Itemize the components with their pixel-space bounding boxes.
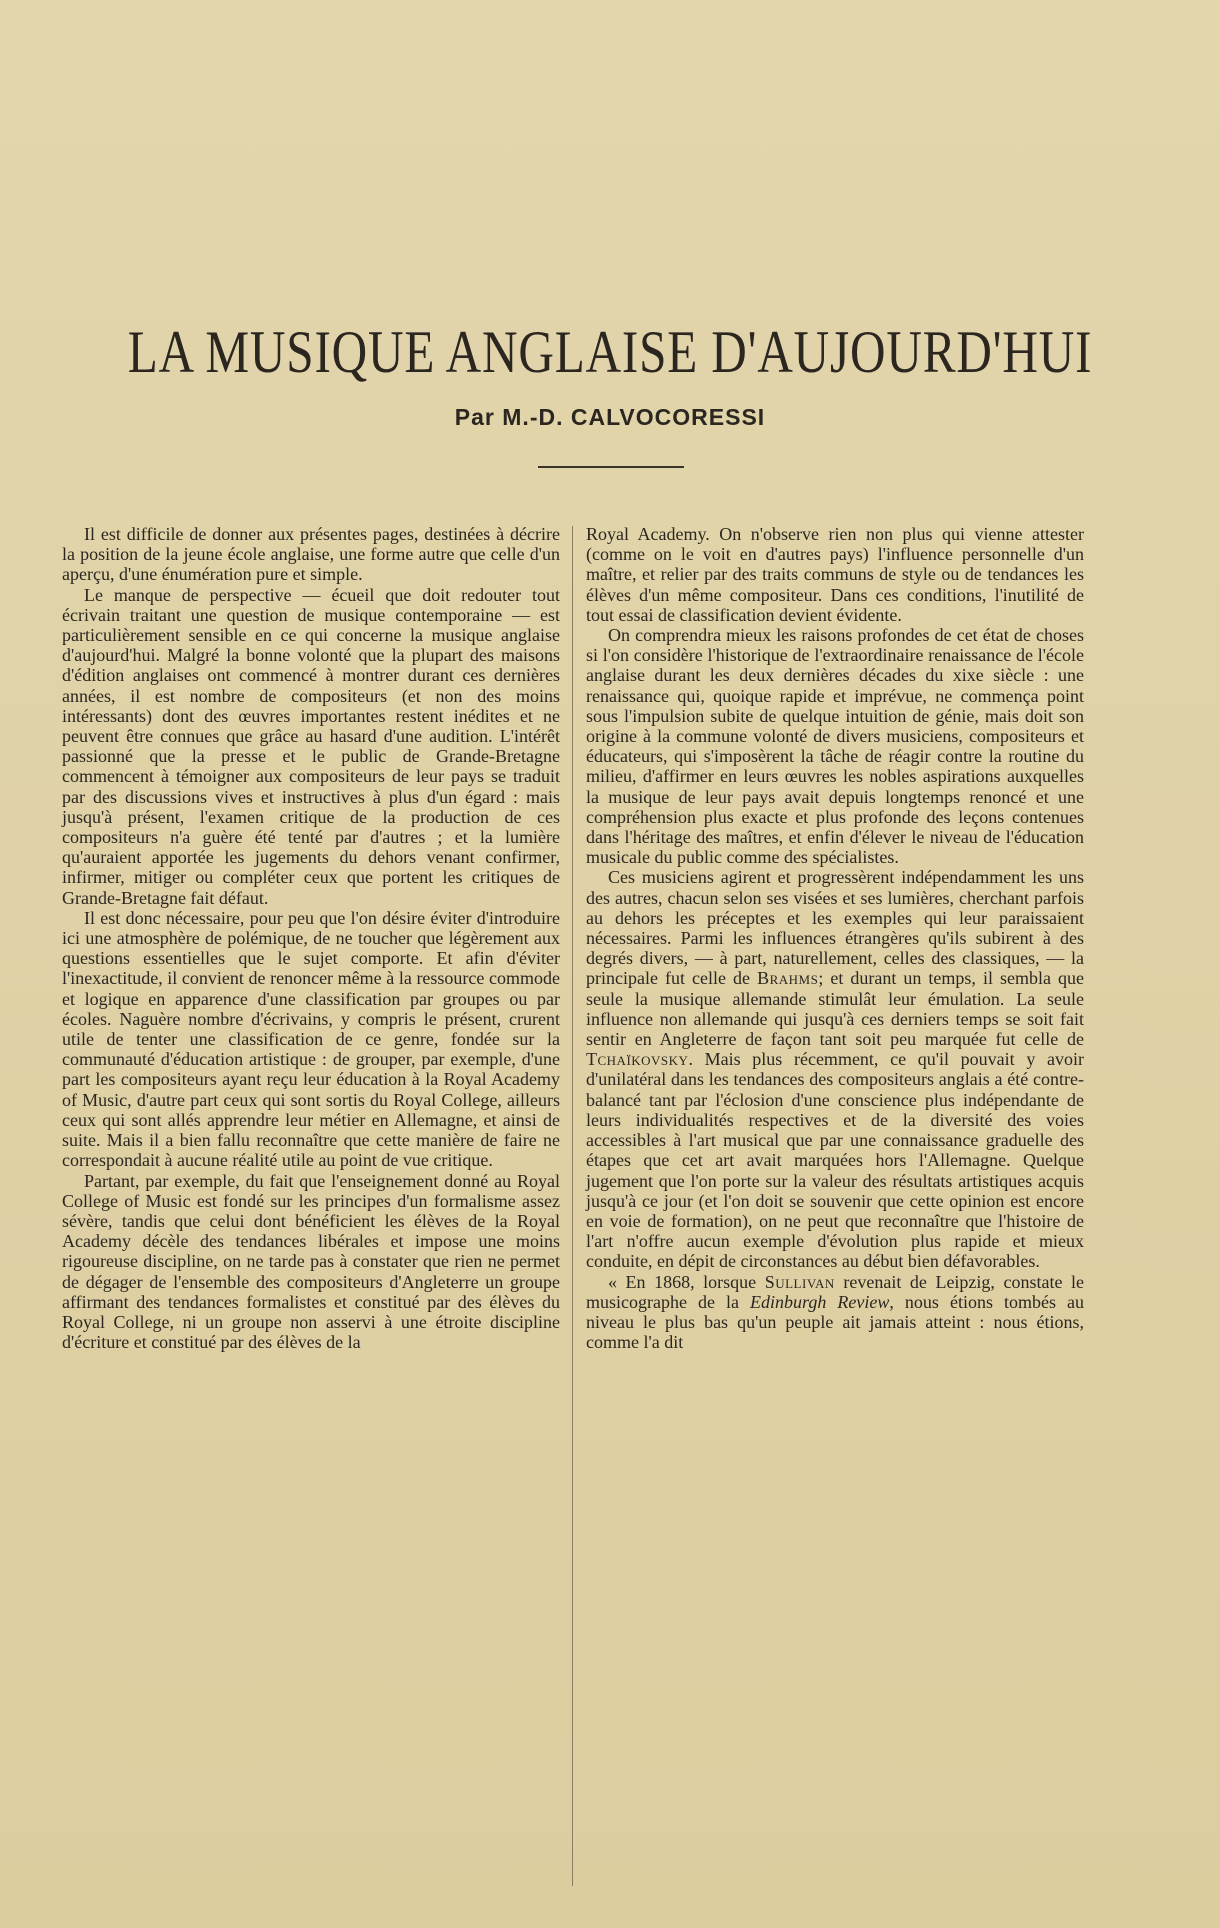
text-run: revenait de Leipzig, constate le musicographe de la [586,1271,1084,1312]
text-run: Ces musiciens agirent et progressèrent indépendamment les uns des autres, chacun selon ses visées et ses lumières, cherchant parfois au dehors les préceptes et les exemples qui leur paraissaient nécessaires. Parmi les influences étrangères qu'ils subirent à des degrés divers, — à part, naturellement, celles des classiques, — la principale fut celle de [586,867,1084,989]
left-column [62,524,560,1352]
paragraph [586,867,1084,1271]
text-run: . Mais plus récemment, ce qu'il pouvait y avoir d'unilatéral dans les tendances des compositeurs anglais a été contre-balancé tant par l'éclosion d'une conscience plus indépendante de leurs individualités respectives et de la diversité des voies accessibles à l'art musical que par une connaissance graduelle des étapes que cet art avait marquées hors l'Allemagne. Quelque jugement que l'on porte sur la valeur des résultats artistiques acquis jusqu'à ce jour (et l'on doit se souvenir que cette opinion est encore en voie de formation), on ne peut que reconnaître que l'histoire de l'art n'offre aucun exemple d'évolution plus rapide et mieux conduite, en dépit de circonstances au début bien défavorables. [586,1049,1084,1272]
paragraph: Il est difficile de donner aux présentes pages, destinées à décrire la position de la jeune école anglaise, une forme autre que celle d'un aperçu, d'une énumération pure et simple. [62,524,560,585]
composer-name: Tchaïkovsky [586,1049,689,1070]
paragraph: Royal Academy. On n'observe rien non plus qui vienne attester (comme on le voit en d'autres pays) l'influence personnelle d'un maître, et relier par des traits communs de style ou de tendances les élèves d'un même compositeur. Dans ces conditions, l'inutilité de tout essai de classification devient évidente. [586,524,1084,625]
article-byline: Par M.-D. CALVOCORESSI [454,404,766,430]
right-column [586,524,1084,1352]
text-run: ; et durant un temps, il sembla que seule la musique allemande stimulât leur émulation. La seule influence non allemande qui jusqu'à ces derniers temps se soit fait sentir en Angleterre de façon tant soit peu marquée fut celle de [586,968,1084,1050]
text-run: , nous étions tombés au niveau le plus bas qu'un peuple ait jamais atteint : nous étions, comme l'a dit [586,1291,1084,1353]
paragraph: Le manque de perspective — écueil que doit redouter tout écrivain traitant une question de musique contemporaine — est particulièrement sensible en ce qui concerne la musique anglaise d'aujourd'hui. Malgré la bonne volonté que la plupart des maisons d'édition anglaises ont commencé à montrer durant ces dernières années, il est nombre de compositeurs (et non des moins intéressants) dont des œuvres importantes restent inédites et ne peuvent être connues que grâce au hasard d'une audition. L'intérêt passionné que la presse et le public de Grande-Bretagne commencent à témoigner aux compositeurs de leur pays se traduit par des discussions vives et instructives à plus d'un égard : mais jusqu'à présent, l'examen critique de la production de ces compositeurs n'a guère été tenté par d'autres ; et la lumière qu'auraient apportée les jugements du dehors venant confirmer, infirmer, mitiger ou compléter ceux que portent les critiques de Grande-Bretagne fait défaut. [62,584,560,908]
composer-name: Sullivan [764,1271,835,1292]
publication-title: Edinburgh Review [750,1291,890,1312]
paragraph: Il est donc nécessaire, pour peu que l'on désire éviter d'introduire ici une atmosphère de polémique, de ne toucher que légèrement aux questions essentielles que le sujet comporte. Et afin d'éviter l'inexactitude, il convient de renoncer même à la ressource commode et logique en apparence d'une classification par groupes ou par écoles. Naguère nombre d'écrivains, y compris le présent, crurent utile de tenter une classification de ce genre, fondée sur la communauté d'éducation artistique : de grouper, par exemple, d'une part les compositeurs ayant reçu leur éducation à la Royal Academy of Music, d'autre part ceux qui sont sortis du Royal College, ailleurs ceux qui sont allés apprendre leur métier en Allemagne, et ainsi de suite. Mais il a bien fallu reconnaître que cette manière de faire ne correspondait à aucune réalité utile au point de vue critique. [62,907,560,1171]
paragraph: On comprendra mieux les raisons profondes de cet état de choses si l'on considère l'historique de l'extraordinaire renaissance de l'école anglaise durant les deux dernières décades du xixe siècle : une renaissance qui, quoique rapide et imprévue, ne commença point sous l'impulsion subite de quelque intuition de génie, mais doit son origine à la commune volonté de divers musiciens, compositeurs et éducateurs, qui s'imposèrent la tâche de réagir contre la routine du milieu, d'affirmer en leurs œuvres les nobles aspirations auxquelles la musique de leur pays avait depuis longtemps renoncé et une compréhension plus exacte et plus profonde des leçons contenues dans l'héritage des maîtres, et enfin d'élever le niveau de l'éducation musicale du public comme des spécialistes. [586,625,1084,868]
title-rule [538,466,684,468]
paragraph [586,1272,1084,1353]
article-title: LA MUSIQUE ANGLAISE D'AUJOURD'HUI [127,319,1093,385]
column-divider [572,526,573,1886]
composer-name: Brahms [757,968,819,989]
paragraph: Partant, par exemple, du fait que l'enseignement donné au Royal College of Music est fondé sur les principes d'un formalisme assez sévère, tandis que celui dont bénéficient les élèves de la Royal Academy décèle des tendances libérales et impose une moins rigoureuse discipline, on ne tarde pas à constater que rien ne permet de dégager de l'ensemble des compositeurs d'Angleterre un groupe affirmant des tendances formalistes et constitué par des élèves du Royal College, ni un groupe non asservi à une étroite discipline d'écriture et constitué par des élèves de la [62,1170,560,1353]
text-run: « En 1868, lorsque [608,1271,765,1292]
